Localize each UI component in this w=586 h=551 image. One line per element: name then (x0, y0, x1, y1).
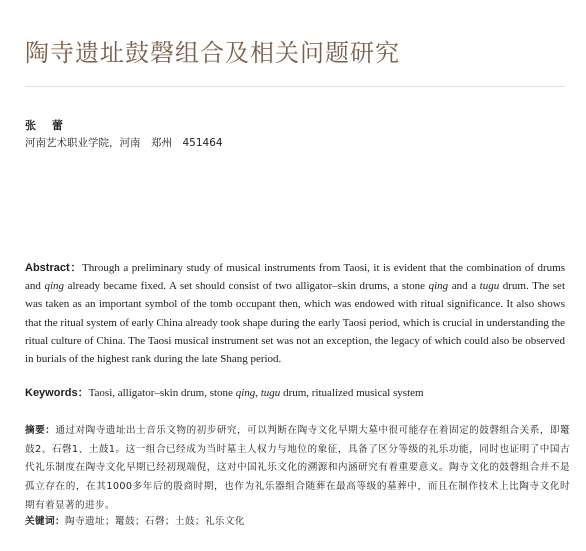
keywords-cn-label: 关键词 (25, 516, 55, 527)
abstract-term: tugu (479, 280, 500, 293)
abstract-cn-label: 摘要 (25, 425, 46, 436)
abstract-text: drum. The set was taken as an important symbol of the tomb occupant then, which was endowed with ritual significance. It also shows that the ritual system of early China already took shape during the early Taosi period, which is crucial in understanding the ritual culture of China. The Taosi musical instrument set was not an exception, the legacy of which could also be observed in burials of the highest rank during the late Shang period. (25, 280, 566, 366)
keywords-cn-text: 陶寺遗址；鼍鼓；石磬；土鼓；礼乐文化 (64, 516, 245, 527)
keywords-term: tugu (260, 387, 281, 399)
author-affiliation: 河南艺术职业学院，河南 郑州 451464 (25, 137, 223, 149)
keywords-text: Taosi, alligator–skin drum, stone (88, 387, 236, 399)
abstract-text: and a (448, 280, 480, 293)
abstract-cn-label-separator: ： (45, 425, 56, 436)
abstract-text: Through a preliminary study of musical instruments from Taosi, it is evident that the combination of drums and (25, 262, 565, 293)
keywords-label: Keywords (25, 387, 78, 399)
keywords-label-separator: ： (77, 387, 89, 399)
keywords-chinese (25, 514, 570, 530)
title-divider (25, 86, 565, 87)
abstract-term: qing (44, 280, 65, 293)
abstract-label: Abstract (25, 262, 70, 274)
keywords-english (25, 385, 565, 401)
abstract-term: qing (428, 280, 449, 293)
abstract-cn-text: 通过对陶寺遗址出土音乐文物的初步研究，可以判断在陶寺文化早期大墓中很可能存在着固定的鼓磬组合关系，即鼍鼓2、石磬1、土鼓1。这一组合已经成为当时墓主人权力与地位的象征，具备了区分等级的礼乐功能，同时也证明了中国古代礼乐制度在陶寺文化早期已经初现端倪，这对中国礼乐文化的溯源和内涵研究有着重要意义。陶寺文化的鼓磬组合并不是孤立存在的，在其1000多年后的殷商时期，也作为礼乐器组合随葬在最高等级的墓葬中，而且在制作技术上比陶寺文化时期有着显著的进步。 (25, 425, 571, 511)
keywords-term: qing (235, 387, 256, 399)
keywords-text: , (255, 387, 261, 399)
author-name: 张 蕾 (25, 119, 69, 132)
abstract-chinese (25, 422, 570, 516)
keywords-cn-label-separator: ： (54, 516, 65, 527)
keywords-text: drum, ritualized musical system (280, 387, 424, 399)
abstract-label-separator: ： (69, 262, 83, 274)
abstract-english (25, 259, 565, 368)
abstract-text: already became fixed. A set should consist of two alligator–skin drums, a stone (64, 280, 429, 293)
article-title: 陶寺遗址鼓磬组合及相关问题研究 (25, 39, 400, 67)
